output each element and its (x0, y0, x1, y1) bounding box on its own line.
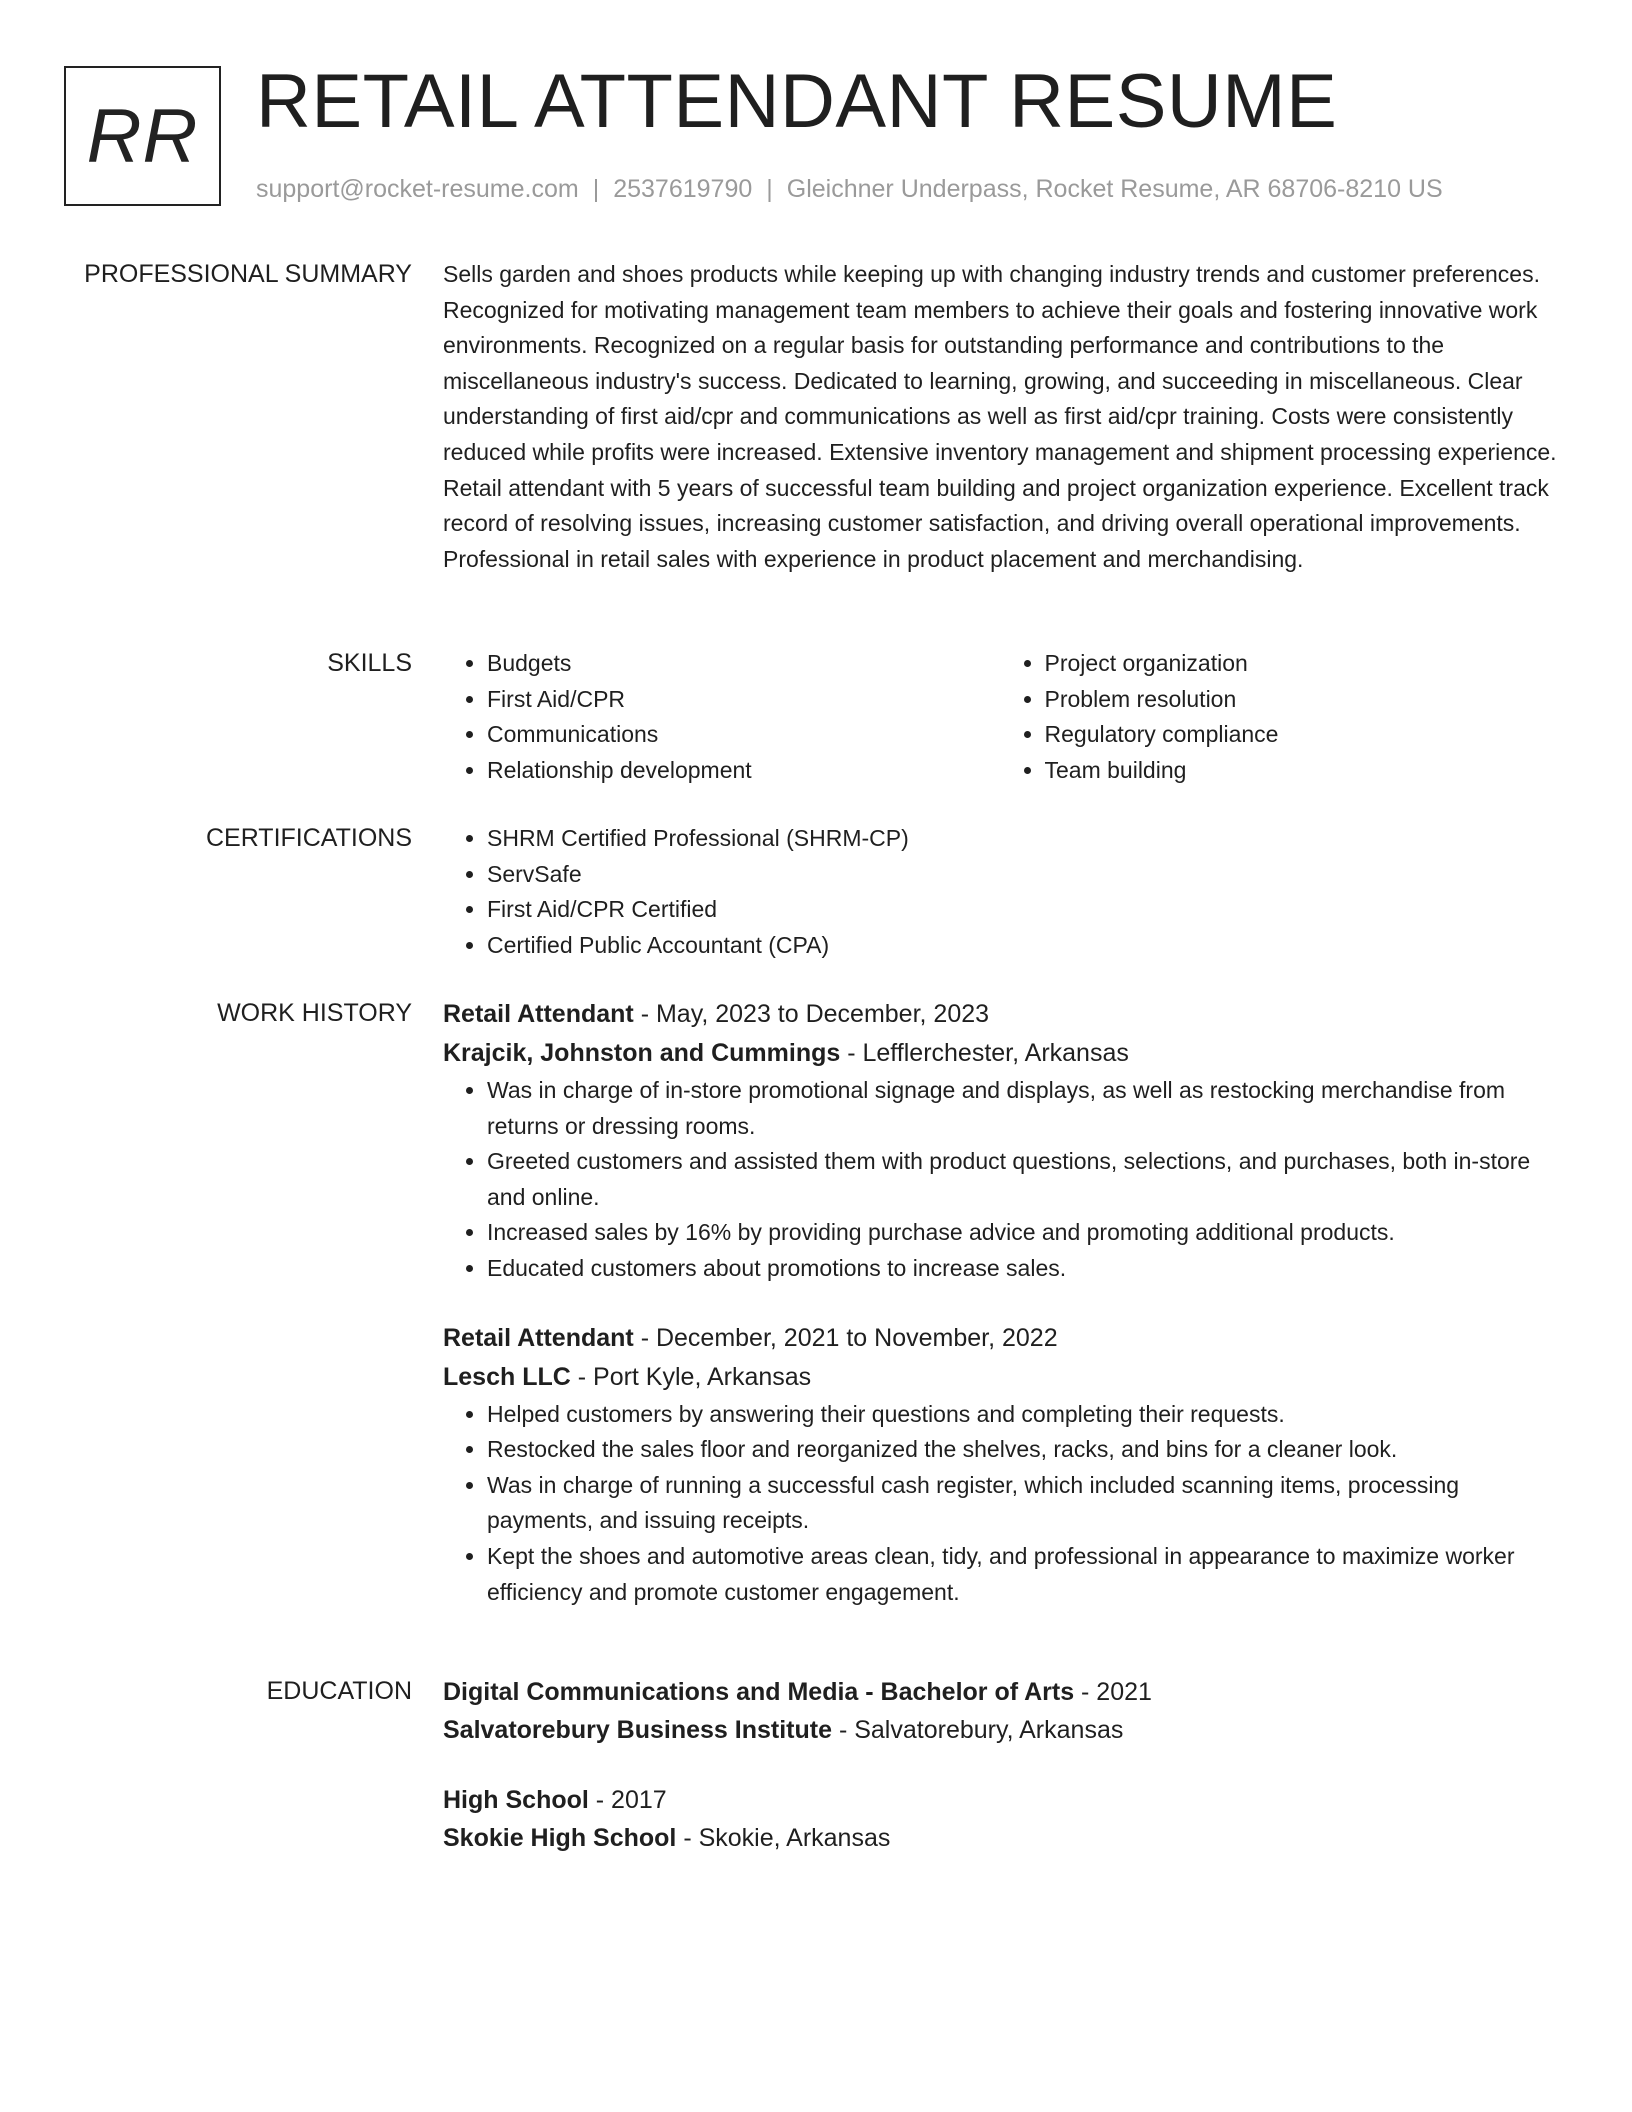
education-location: - Salvatorebury, Arkansas (832, 1716, 1124, 1744)
job-duty: • Was in charge of running a successful cash register, which included scanning items, processing payments, and issuing receipts. (487, 1468, 1558, 1539)
contact-separator: | (766, 175, 773, 203)
job-title: Retail Attendant (443, 1323, 634, 1352)
job-company-line (443, 1034, 1558, 1073)
section-label-skills: SKILLS (327, 649, 412, 677)
section-label-certifications: CERTIFICATIONS (205, 824, 412, 852)
certifications-list (443, 821, 1558, 963)
skill-item: • Regulatory compliance (1045, 717, 1559, 753)
page-title: RETAIL ATTENDANT RESUME (256, 59, 1338, 144)
certification-item: • ServSafe (487, 857, 1558, 893)
job-title: Retail Attendant (443, 1000, 634, 1028)
education-school: Skokie High School (443, 1824, 677, 1852)
job-duty: • Kept the shoes and automotive areas clean, tidy, and professional in appearance to maximize worker efficiency and promote customer engagement. (487, 1539, 1558, 1610)
education-location: - Skokie, Arkansas (676, 1824, 891, 1852)
job-duty: • Helped customers by answering their questions and completing their requests. (487, 1397, 1558, 1433)
education-entry (443, 1781, 1558, 1857)
job-duty: • Greeted customers and assisted them with product questions, selections, and purchases, both in-store and online. (487, 1144, 1558, 1215)
education-school-line (443, 1819, 1558, 1857)
contact-separator: | (592, 175, 600, 203)
job-duty: • Was in charge of in-store promotional signage and displays, as well as restocking merchandise from returns or dressing rooms. (487, 1073, 1558, 1144)
job-title-line (443, 1319, 1558, 1358)
skill-item: • First Aid/CPR (487, 682, 1001, 718)
education-degree: High School (443, 1786, 589, 1814)
skill-item: • Team building (1045, 753, 1559, 789)
contact-email[interactable]: support@rocket-resume.com (256, 175, 579, 203)
education-degree: Digital Communications and Media - Bachelor of Arts (443, 1678, 1075, 1706)
skills-list-left (443, 646, 1001, 788)
contact-address: Gleichner Underpass, Rocket Resume, AR 68706-8210 US (786, 175, 1443, 203)
certification-item: • SHRM Certified Professional (SHRM-CP) (487, 821, 1558, 857)
job-location: - Lefflerchester, Arkansas (840, 1039, 1129, 1067)
job-title-line (443, 995, 1558, 1034)
skill-item: • Problem resolution (1045, 682, 1559, 718)
section-label-education: EDUCATION (266, 1677, 412, 1705)
education-degree-line (443, 1781, 1558, 1819)
certification-item: • Certified Public Accountant (CPA) (487, 928, 1558, 964)
education-school: Salvatorebury Business Institute (443, 1716, 833, 1744)
skill-item: • Project organization (1045, 646, 1559, 682)
job-duty: • Educated customers about promotions to increase sales. (487, 1251, 1558, 1287)
skill-item: • Communications (487, 717, 1001, 753)
job-duties-list (443, 1073, 1558, 1287)
job-dates: - December, 2021 to November, 2022 (633, 1323, 1058, 1352)
contact-phone[interactable]: 2537619790 (613, 175, 753, 203)
education-year: - 2017 (588, 1786, 667, 1814)
education-degree-line (443, 1673, 1558, 1711)
job-company-line (443, 1358, 1558, 1397)
education-school-line (443, 1711, 1558, 1749)
section-label-summary: PROFESSIONAL SUMMARY (84, 260, 412, 288)
job-company: Krajcik, Johnston and Cummings (443, 1039, 841, 1067)
certification-item: • First Aid/CPR Certified (487, 892, 1558, 928)
summary-text: Sells garden and shoes products while keeping up with changing industry trends and customer preferences. Recognized for motivating management team members to achieve their goals and fostering innovative work environments. Recognized on a regular basis for outstanding performance and contributions to the miscellaneous industry's success. Dedicated to learning, growing, and succeeding in miscellaneous. Clear understanding of first aid/cpr and communications as well as first aid/cpr training. Costs were consistently reduced while profits were increased. Extensive inventory management and shipment processing experience. Retail attendant with 5 years of successful team building and project organization experience. Excellent track record of resolving issues, increasing customer satisfaction, and driving overall operational improvements. Professional in retail sales with experience in product placement and merchandising. (443, 261, 1557, 572)
skill-item: • Relationship development (487, 753, 1001, 789)
education-year: - 2021 (1074, 1678, 1152, 1706)
education-entry (443, 1673, 1558, 1749)
job-company: Lesch LLC (443, 1362, 571, 1391)
job-duties-list (443, 1397, 1558, 1611)
job-duty: • Restocked the sales floor and reorganized the shelves, racks, and bins for a cleaner look. (487, 1432, 1558, 1468)
job-duty: • Increased sales by 16% by providing purchase advice and promoting additional products. (487, 1215, 1558, 1251)
section-label-work-history: WORK HISTORY (217, 999, 412, 1027)
job-entry (443, 995, 1558, 1287)
contact-line (256, 174, 1443, 204)
job-entry (443, 1319, 1558, 1611)
monogram-logo: RR (64, 66, 221, 206)
skills-list-right (1001, 646, 1559, 788)
skill-item: • Budgets (487, 646, 1001, 682)
job-location: - Port Kyle, Arkansas (570, 1362, 812, 1391)
job-dates: - May, 2023 to December, 2023 (633, 1000, 990, 1028)
